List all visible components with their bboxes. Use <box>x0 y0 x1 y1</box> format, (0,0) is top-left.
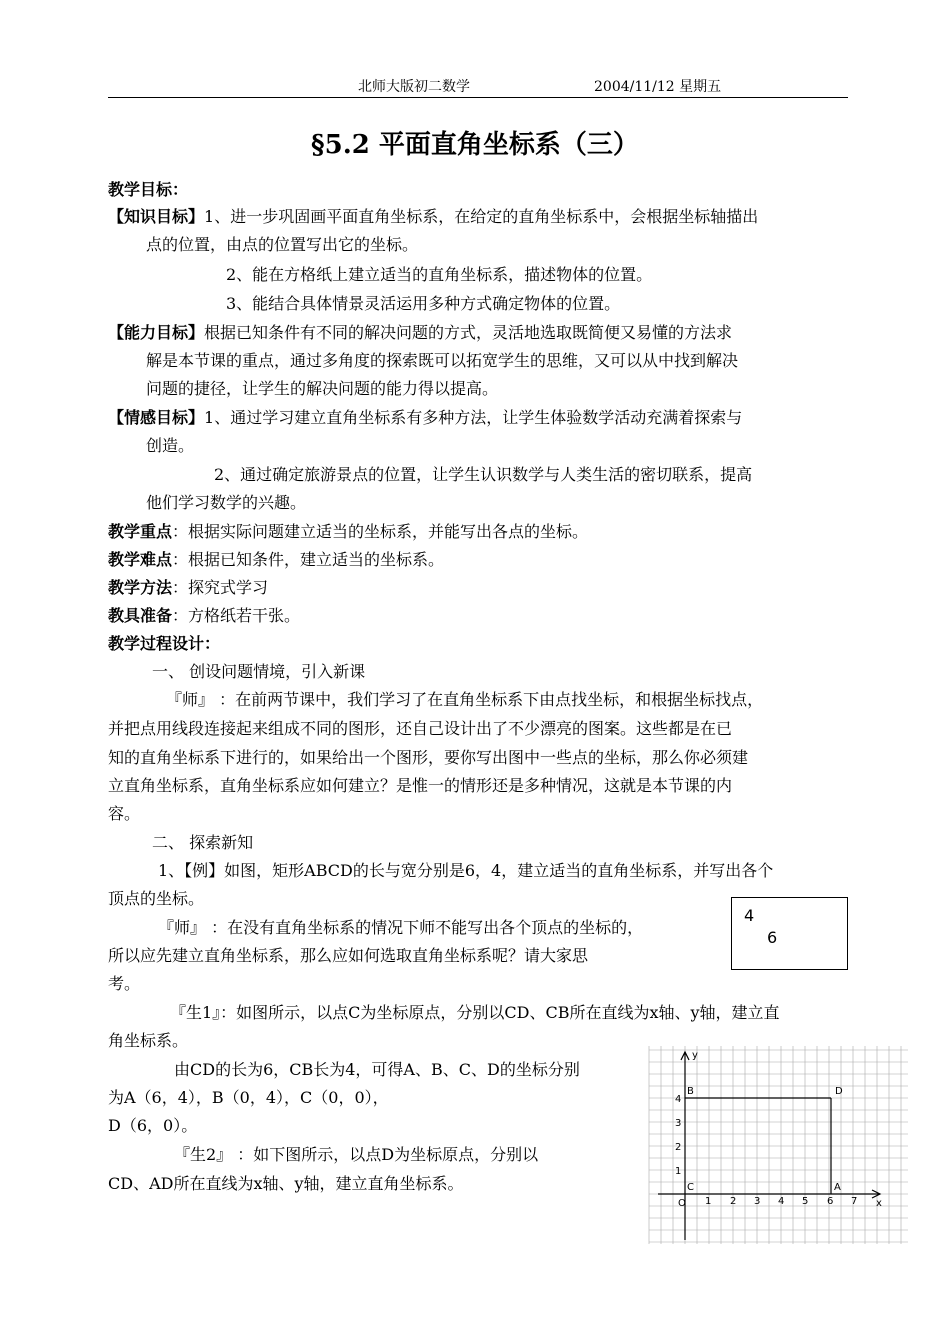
section1-p4: 立直角坐标系，直角坐标系应如何建立？是惟一的情形还是多种情况，这就是本节课的内 <box>108 776 733 795</box>
knowledge-item3: 3、能结合具体情景灵活运用多种方式确定物体的位置。 <box>226 294 621 313</box>
point-b-label: B <box>687 1086 694 1097</box>
tools-label: 教具准备 <box>108 606 173 625</box>
rect-width-label: 4 <box>744 906 755 925</box>
emotion-line2: 创造。 <box>146 436 195 455</box>
difficulty-colon: ： <box>172 550 189 569</box>
process-heading: 教学过程设计： <box>108 634 221 653</box>
rect-height-label: 6 <box>767 928 778 947</box>
example-line2: 顶点的坐标。 <box>108 889 205 908</box>
teacher-line2: 所以应先建立直角坐标系，那么应如何选取直角坐标系呢？请大家思 <box>108 946 589 965</box>
y-axis-label: y <box>692 1050 698 1061</box>
header-rule <box>108 97 848 98</box>
key-point-text: 根据实际问题建立适当的坐标系，并能写出各点的坐标。 <box>188 522 589 541</box>
grid-lines <box>649 1046 908 1244</box>
x-tick-1: 1 <box>705 1196 712 1207</box>
method-colon: ： <box>172 578 189 597</box>
page-title: §5.2 平面直角坐标系（三） <box>311 130 639 160</box>
ability-label: 【能力目标】 <box>108 323 205 342</box>
knowledge-text1: 1、进一步巩固画平面直角坐标系，在给定的直角坐标系中，会根据坐标轴描出 <box>204 207 759 226</box>
y-tick-4: 4 <box>675 1094 682 1105</box>
difficulty-text: 根据已知条件，建立适当的坐标系。 <box>188 550 445 569</box>
student1-line2: 角坐标系。 <box>108 1031 189 1050</box>
y-tick-2: 2 <box>675 1142 682 1153</box>
tools <box>108 602 300 629</box>
section1-heading: 一、 创设问题情境，引入新课 <box>152 662 366 681</box>
tools-colon: ： <box>172 606 189 625</box>
origin-label: O <box>678 1198 686 1209</box>
method-label: 教学方法 <box>108 578 173 597</box>
goals-heading: 教学目标： <box>108 180 189 199</box>
key-point-label: 教学重点 <box>108 522 173 541</box>
ability-line1 <box>108 319 732 346</box>
teacher-line1: 『师』 ：在没有直角坐标系的情况下师不能写出各个顶点的坐标的， <box>158 918 644 937</box>
section1-p1: 『师』 ：在前两节课中，我们学习了在直角坐标系下由点找坐标，和根据坐标找点， <box>166 690 764 709</box>
point-a-label: A <box>834 1182 841 1193</box>
knowledge-line2: 点的位置，由点的位置写出它的坐标。 <box>146 235 419 254</box>
section1-p2: 并把点用线段连接起来组成不同的图形，还自己设计出了不少漂亮的图案。这些都是在已 <box>108 719 733 738</box>
key-point <box>108 518 588 545</box>
coords-line3: D（6，0）。 <box>108 1116 198 1135</box>
header-left: 北师大版初二数学 <box>358 79 470 95</box>
ability-line2: 解是本节课的重点，通过多角度的探索既可以拓宽学生的思维，又可以从中找到解决 <box>146 351 739 370</box>
x-axis-label: x <box>876 1198 882 1209</box>
y-tick-1: 1 <box>675 1166 682 1177</box>
difficulty-label: 教学难点 <box>108 550 173 569</box>
x-tick-7: 7 <box>851 1196 858 1207</box>
section1-p5: 容。 <box>108 804 141 823</box>
ability-line3: 问题的捷径，让学生的解决问题的能力得以提高。 <box>146 379 499 398</box>
rectangle-figure <box>731 897 848 970</box>
knowledge-item2: 2、能在方格纸上建立适当的直角坐标系，描述物体的位置。 <box>226 265 653 284</box>
method <box>108 574 268 601</box>
emotion-line3: 2、通过确定旅游景点的位置，让学生认识数学与人类生活的密切联系，提高 <box>214 465 753 484</box>
ability-text1: 根据已知条件有不同的解决问题的方式，灵活地选取既简便又易懂的方法求 <box>204 323 733 342</box>
emotion-line4: 他们学习数学的兴趣。 <box>146 493 307 512</box>
coords-line1: 由CD的长为6，CB长为4，可得A、B、C、D的坐标分别 <box>174 1060 580 1079</box>
y-tick-3: 3 <box>675 1118 682 1129</box>
x-tick-6: 6 <box>827 1196 834 1207</box>
x-tick-3: 3 <box>754 1196 761 1207</box>
x-tick-5: 5 <box>802 1196 809 1207</box>
teacher-line3: 考。 <box>108 974 141 993</box>
emotion-label: 【情感目标】 <box>108 408 205 427</box>
knowledge-line1 <box>108 203 758 230</box>
tools-text: 方格纸若干张。 <box>188 606 301 625</box>
section2-heading: 二、 探索新知 <box>152 833 254 852</box>
student1-line1: 『生1』：如图所示，以点C为坐标原点，分别以CD、CB所在直线为x轴、y轴，建立直 <box>170 1003 780 1022</box>
knowledge-label: 【知识目标】 <box>108 207 205 226</box>
section1-p3: 知的直角坐标系下进行的，如果给出一个图形，要你写出图中一些点的坐标，那么你必须建 <box>108 748 749 767</box>
x-tick-2: 2 <box>730 1196 737 1207</box>
student2-line1: 『生2』 ：如下图所示，以点D为坐标原点，分别以 <box>174 1145 539 1164</box>
emotion-text1: 1、通过学习建立直角坐标系有多种方法，让学生体验数学活动充满着探索与 <box>204 408 743 427</box>
coords-line2: 为A（6，4），B（0，4），C（0，0）， <box>108 1088 389 1107</box>
difficulty <box>108 546 444 573</box>
key-point-colon: ： <box>172 522 189 541</box>
coordinate-grid-figure <box>640 1044 910 1246</box>
student2-line2: CD、AD所在直线为x轴、y轴，建立直角坐标系。 <box>108 1174 464 1193</box>
point-d-label: D <box>835 1086 843 1097</box>
header-right: 2004/11/12 星期五 <box>594 79 722 95</box>
method-text: 探究式学习 <box>188 578 269 597</box>
example-line1: 1、【例】如图，矩形ABCD的长与宽分别是6，4，建立适当的直角坐标系，并写出各个 <box>158 861 774 880</box>
point-c-label: C <box>687 1182 694 1193</box>
x-tick-4: 4 <box>778 1196 785 1207</box>
emotion-line1 <box>108 404 742 431</box>
